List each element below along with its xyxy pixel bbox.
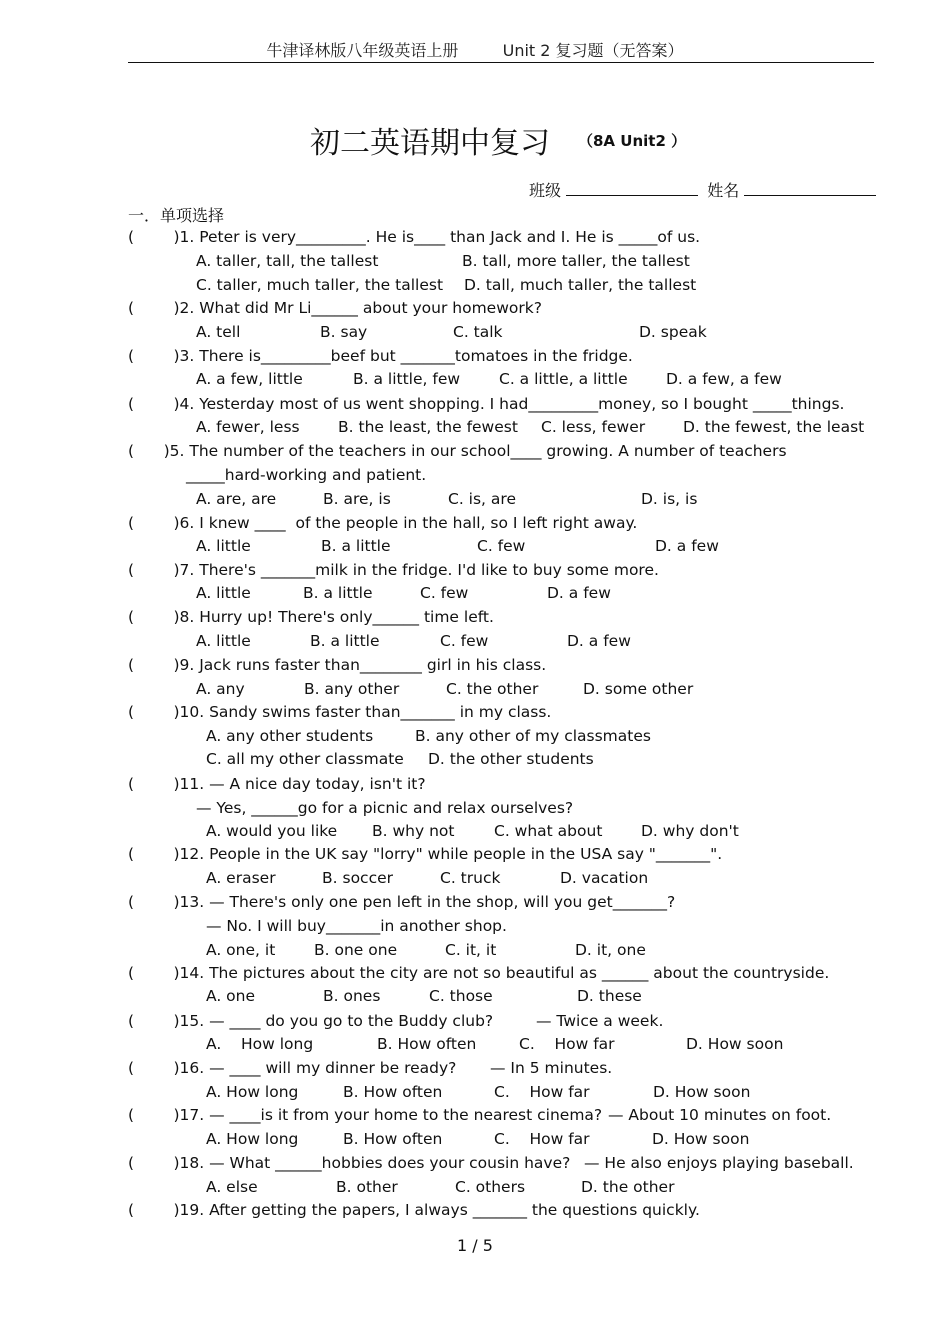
question-line: C. truck [440, 869, 501, 887]
question-line: — He also enjoys playing baseball. [584, 1154, 854, 1172]
question-line: A. How long [206, 1035, 314, 1053]
question-line: D. the fewest, the least [683, 418, 865, 436]
header-unit-title: Unit 2 复习题（无答案） [502, 41, 684, 60]
question-line: D. speak [639, 323, 707, 341]
question-line: — No. I will buy_______in another shop. [206, 917, 507, 935]
question-line: B. any other of my classmates [415, 727, 651, 745]
question-line: B. How often [377, 1035, 477, 1053]
question-line: C. what about [494, 822, 603, 840]
question-line: ( )12. People in the UK say "lorry" while people in the USA say "_______". [128, 845, 723, 863]
question-line: ( )10. Sandy swims faster than_______ in my class. [128, 703, 552, 721]
question-line: D. tall, much taller, the tallest [464, 276, 697, 294]
question-line: ( )14. The pictures about the city are not so beautiful as ______ about the countryside. [128, 964, 830, 982]
question-line: B. why not [372, 822, 455, 840]
question-line: _____hard-working and patient. [186, 466, 427, 484]
question-line: ( )11. — A nice day today, isn't it? [128, 775, 426, 793]
class-label: 班级 [529, 181, 562, 200]
question-line: A. any other students [206, 727, 374, 745]
question-line: D. is, is [641, 490, 698, 508]
question-line: B. a little [310, 632, 380, 650]
question-line: B. soccer [322, 869, 393, 887]
question-line: D. some other [583, 680, 694, 698]
question-line: C. less, fewer [541, 418, 646, 436]
name-label: 姓名 [707, 181, 740, 200]
name-field[interactable] [744, 181, 876, 196]
question-line: D. the other [581, 1178, 675, 1196]
page-subtitle: （8A Unit2 ） [578, 132, 687, 150]
class-field[interactable] [566, 181, 698, 196]
question-line: ( )18. — What ______hobbies does your cousin have? [128, 1154, 571, 1172]
question-line: D. vacation [560, 869, 649, 887]
question-line: C. few [477, 537, 526, 555]
question-line: A. would you like [206, 822, 338, 840]
question-line: C. those [429, 987, 493, 1005]
question-line: D. How soon [653, 1083, 751, 1101]
question-line: ( )13. — There's only one pen left in the shop, will you get_______? [128, 893, 676, 911]
page-header [0, 38, 950, 61]
question-line: D. a few, a few [666, 370, 782, 388]
question-line: D. a few [547, 584, 611, 602]
question-line: B. other [336, 1178, 398, 1196]
section-heading: 一．单项选择 [128, 206, 225, 225]
question-line: ( )1. Peter is very_________. He is____ than Jack and I. He is _____of us. [128, 228, 701, 246]
question-line: D. why don't [641, 822, 739, 840]
question-line: C. is, are [448, 490, 516, 508]
question-line: B. tall, more taller, the tallest [462, 252, 690, 270]
question-line: C. the other [446, 680, 539, 698]
question-line: A. taller, tall, the tallest [196, 252, 379, 270]
question-line: — Yes, ______go for a picnic and relax ourselves? [196, 799, 574, 817]
question-line: A. little [196, 584, 251, 602]
question-line: A. little [196, 537, 251, 555]
question-line: A. tell [196, 323, 241, 341]
question-line: C. all my other classmate [206, 750, 404, 768]
question-line: — Twice a week. [536, 1012, 664, 1030]
question-line: A. little [196, 632, 251, 650]
question-line: A. How long [206, 1130, 299, 1148]
page-number: 1 / 5 [457, 1236, 493, 1255]
question-line: D. How soon [686, 1035, 784, 1053]
page-title: 初二英语期中复习 [310, 126, 550, 161]
question-line: ( )19. After getting the papers, I always _______ the questions quickly. [128, 1201, 700, 1219]
question-line: C. few [420, 584, 469, 602]
question-line: A. any [196, 680, 245, 698]
question-line: D. the other students [428, 750, 594, 768]
question-line: B. one one [314, 941, 398, 959]
question-line: ( )16. — ____ will my dinner be ready? [128, 1059, 457, 1077]
question-line: D. a few [567, 632, 631, 650]
question-line: C. taller, much taller, the tallest [196, 276, 444, 294]
question-line: A. How long [206, 1083, 299, 1101]
question-line: ( )8. Hurry up! There's only______ time left. [128, 608, 494, 626]
question-line: A. one, it [206, 941, 276, 959]
question-line: ( )9. Jack runs faster than________ girl in his class. [128, 656, 547, 674]
question-line: A. fewer, less [196, 418, 300, 436]
question-line: ( )17. — ____is it from your home to the nearest cinema? [128, 1106, 603, 1124]
question-line: D. these [577, 987, 642, 1005]
student-info [529, 178, 876, 201]
question-line: A. are, are [196, 490, 277, 508]
question-line: C. a little, a little [499, 370, 628, 388]
question-line: D. it, one [575, 941, 646, 959]
question-line: C. it, it [445, 941, 497, 959]
question-line: ( )6. I knew ____ of the people in the hall, so I left right away. [128, 514, 638, 532]
question-line: A. else [206, 1178, 258, 1196]
question-line: D. a few [655, 537, 719, 555]
question-line: — About 10 minutes on foot. [608, 1106, 832, 1124]
question-line: B. are, is [323, 490, 391, 508]
question-line: C. talk [453, 323, 503, 341]
question-line: ( )5. The number of the teachers in our school____ growing. A number of teachers [128, 442, 787, 460]
question-line: ( )7. There's _______milk in the fridge. I'd like to buy some more. [128, 561, 659, 579]
question-line: C. others [455, 1178, 526, 1196]
question-line: C. How far [494, 1130, 590, 1148]
question-line: B. the least, the fewest [338, 418, 518, 436]
question-line: C. How far [519, 1035, 615, 1053]
question-line: B. say [320, 323, 368, 341]
question-line: B. How often [343, 1083, 443, 1101]
question-line: A. eraser [206, 869, 276, 887]
question-line: B. How often [343, 1130, 443, 1148]
question-line: — In 5 minutes. [490, 1059, 613, 1077]
question-line: B. a little, few [353, 370, 461, 388]
question-line: A. one [206, 987, 256, 1005]
question-line: D. How soon [652, 1130, 750, 1148]
question-line: C. How far [494, 1083, 590, 1101]
question-line: ( )3. There is_________beef but _______tomatoes in the fridge. [128, 347, 633, 365]
header-rule [128, 62, 874, 63]
question-line: B. a little [321, 537, 391, 555]
question-line: B. a little [303, 584, 373, 602]
question-line: ( )15. — ____ do you go to the Buddy club? [128, 1012, 494, 1030]
question-line: ( )4. Yesterday most of us went shopping. I had_________money, so I bought _____things. [128, 395, 845, 413]
question-line: B. any other [304, 680, 400, 698]
header-book-title: 牛津译林版八年级英语上册 [266, 41, 459, 60]
question-line: ( )2. What did Mr Li______ about your homework? [128, 299, 542, 317]
question-line: C. few [440, 632, 489, 650]
question-line: B. ones [323, 987, 381, 1005]
question-line: A. a few, little [196, 370, 303, 388]
